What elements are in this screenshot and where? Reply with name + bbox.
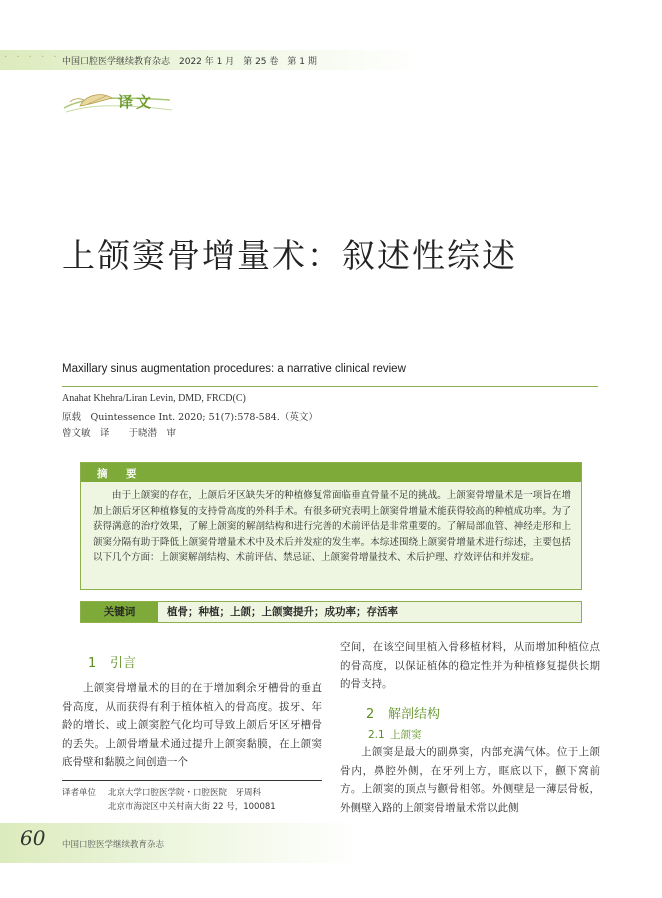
section-label: 译文 xyxy=(118,93,155,111)
running-header: 中国口腔医学继续教育杂志 2022 年 1 月 第 25 卷 第 1 期 xyxy=(62,57,317,67)
heading-text: 引言 xyxy=(110,656,137,671)
keywords-box xyxy=(80,601,582,623)
heading-text: 解剖结构 xyxy=(388,707,441,722)
footnote-rule xyxy=(62,780,322,781)
title-rule xyxy=(62,386,598,387)
footer-journal: 中国口腔医学继续教育杂志 xyxy=(62,840,165,850)
footnote-label: 译者单位 xyxy=(62,788,97,798)
english-title: Maxillary sinus augmentation procedures: a narrative clinical review xyxy=(62,363,406,375)
abstract-header xyxy=(81,463,581,482)
paragraph-maxillary-sinus: 上颌窦是最大的副鼻窦，内部充满气体。位于上颌骨内，鼻腔外侧，在牙列上方，眶底以下，颧下窝前方。上颌窦的顶点与颧骨相邻。外侧壁是一薄层骨板，外侧壁入路的上颌窦骨增量术常以此侧 xyxy=(340,746,600,814)
header-dots: · · · · · xyxy=(4,52,60,63)
abstract-label: 摘 要 xyxy=(97,468,141,480)
page-number: 60 xyxy=(20,826,46,850)
authors: Anahat Khehra/Liran Levin, DMD, FRCD(C) xyxy=(62,393,246,404)
source-citation: 原载 Quintessence Int. 2020; 51(7):578-584.（英文） xyxy=(62,412,318,423)
paragraph-introduction: 上颌窦骨增量术的目的在于增加剩余牙槽骨的垂直骨高度，从而获得有利于植体植入的骨高度。拔牙、年龄的增长、或上颌窦腔气化均可导致上颌后牙区牙槽骨的丢失。上颌骨增量术通过提升上颌窦黏膜，在上颌窦底骨壁和黏膜之间创造一个 xyxy=(62,682,322,769)
keywords-label: 关键词 xyxy=(81,602,158,622)
keywords-value: 植骨；种植；上颌；上颌窦提升；成功率；存活率 xyxy=(167,606,398,618)
subheading-maxillary-sinus xyxy=(368,727,422,742)
footnote-address: 北京市海淀区中关村南大街 22 号，100081 xyxy=(108,802,276,812)
section-badge xyxy=(62,90,174,114)
translators: 曾文敏 译 于晓潜 审 xyxy=(62,428,177,439)
subheading-text: 上颌窦 xyxy=(390,729,422,741)
heading-introduction xyxy=(88,652,136,671)
heading-number: 2 xyxy=(366,707,375,722)
paragraph-continued: 空间，在该空间里植入骨移植材料，从而增加种植位点的骨高度，以保证植体的稳定性并为种植修复提供长期的骨支持。 xyxy=(340,641,600,691)
abstract-text: 由于上颌窦的存在，上颌后牙区缺失牙的种植修复常面临垂直骨量不足的挑战。上颌窦骨增量术是一项旨在增加上颌后牙区种植修复的支持骨高度的外科手术。有很多研究表明上颌窦骨增量术能获得较高的种植成功率。为了获得满意的治疗效果，了解上颌窦的解剖结构和进行完善的术前评估是非常重要的。了解局部血管、神经走形和上颌窦分隔有助于降低上颌窦骨增量术术中及术后并发症的发生率。本综述围绕上颌窦骨增量术进行综述，主要包括以下几个方面：上颌窦解剖结构、术前评估、禁忌证、上颌窦骨增量技术、术后护理、疗效评估和并发症。 xyxy=(93,490,571,563)
heading-number: 1 xyxy=(88,656,97,671)
article-title: 上颌窦骨增量术：叙述性综述 xyxy=(62,236,517,275)
abstract-box xyxy=(80,462,582,590)
footnote-unit: 北京大学口腔医学院・口腔医院 牙周科 xyxy=(108,788,262,798)
heading-anatomy xyxy=(366,703,440,722)
subheading-number: 2.1 xyxy=(368,729,385,741)
